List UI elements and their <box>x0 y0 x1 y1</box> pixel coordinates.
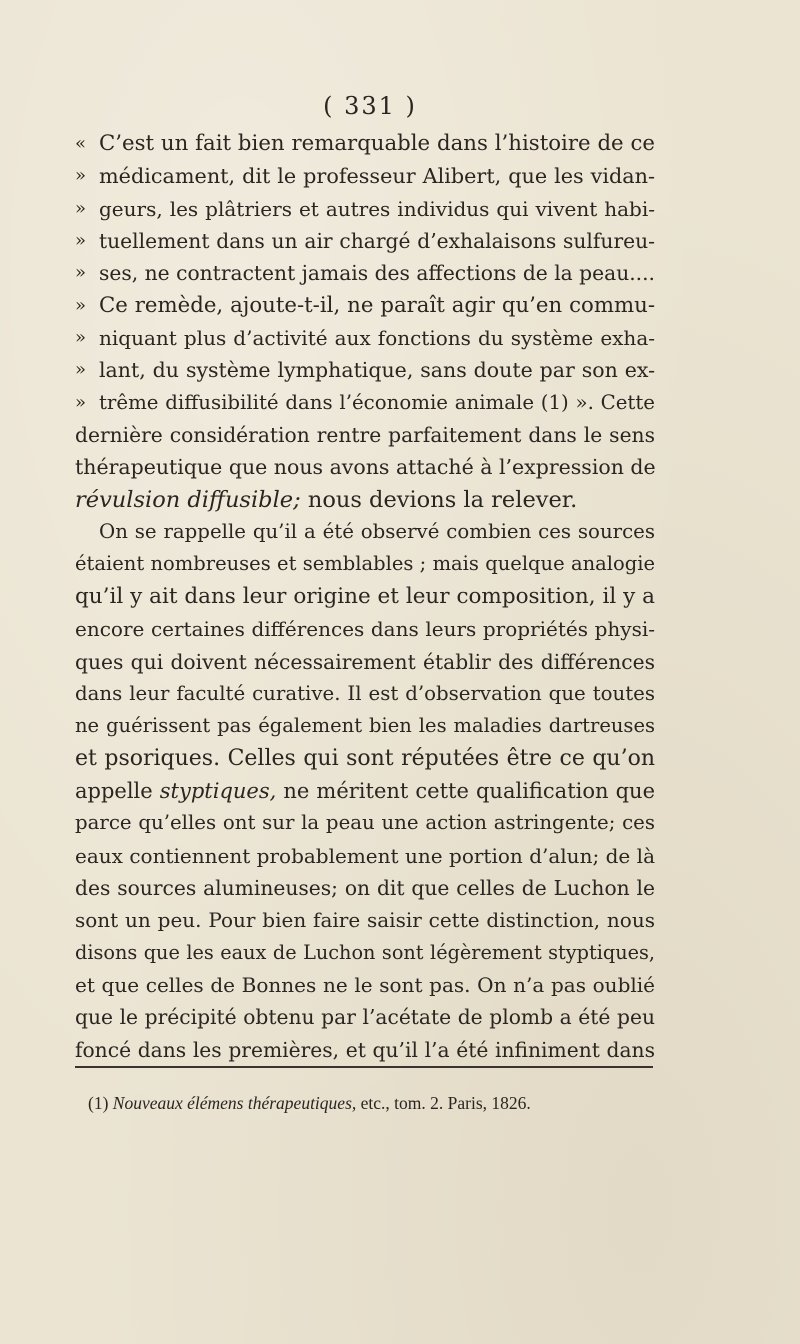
text-line <box>75 322 655 354</box>
line-text: dans leur faculté curative. Il est d’observation que toutes <box>75 681 655 705</box>
line-text: encore certaines différences dans leurs propriétés physi- <box>75 617 655 642</box>
text-line <box>75 613 655 645</box>
quote-mark: » <box>75 230 87 252</box>
quote-mark: « <box>75 133 87 154</box>
text-line <box>75 451 655 483</box>
text-line <box>75 581 655 613</box>
quote-mark: » <box>75 391 87 413</box>
line-text: médicament, dit le professeur Alibert, que les vidan- <box>99 164 655 189</box>
quote-mark: » <box>75 359 87 381</box>
text-line <box>75 290 655 322</box>
line-text: tuellement dans un air chargé d’exhalaisons sulfureu- <box>99 229 655 254</box>
text-line <box>75 969 655 1001</box>
text-line <box>75 1034 655 1066</box>
text-line <box>75 354 655 386</box>
quote-mark: » <box>75 294 87 316</box>
line-text: ses, ne contractent jamais des affections de la peau.... <box>99 261 655 286</box>
line-text: thérapeutique que nous avons attaché à l’expression de <box>75 455 656 480</box>
text-line <box>75 225 655 257</box>
line-text: qu’il y ait dans leur origine et leur composition, il y a <box>75 583 655 609</box>
text-line <box>75 1001 655 1033</box>
line-text: foncé dans les premières, et qu’il l’a été infiniment dans <box>75 1037 655 1062</box>
line-text: eaux contiennent probablement une portion d’alun; de là <box>75 843 655 868</box>
italic-term: révulsion diffusible; <box>75 486 301 513</box>
text-line <box>75 775 655 807</box>
line-text: sont un peu. Pour bien faire saisir cette distinction, nous <box>75 908 655 933</box>
line-text: que le précipité obtenu par l’acétate de plomb a été peu <box>75 1005 655 1030</box>
line-text: nous devions la relever. <box>300 486 578 513</box>
quote-mark: » <box>75 197 87 219</box>
text-line <box>75 646 655 678</box>
line-text: geurs, les plâtriers et autres individus qui vivent habi- <box>99 196 655 221</box>
line-text: dernière considération rentre parfaitement dans le sens <box>75 423 655 448</box>
text-line <box>75 840 655 872</box>
line-text: ne méritent cette qualification que <box>276 778 655 803</box>
text-line <box>75 128 655 160</box>
line-text: ques qui doivent nécessairement établir des différences <box>75 649 655 674</box>
line-text: disons que les eaux de Luchon sont légèrement styptiques, <box>75 940 655 964</box>
text-line <box>75 257 655 289</box>
line-text: trême diffusibilité dans l’économie animale (1) ». Cette <box>99 390 655 414</box>
text-line <box>75 710 655 742</box>
line-text: parce qu’elles ont sur la peau une action astringente; ces <box>75 811 655 835</box>
text-line <box>75 516 655 548</box>
line-text: Ce remède, ajoute-t-il, ne paraît agir qu’en commu- <box>99 292 655 318</box>
line-text: et psoriques. Celles qui sont réputées être ce qu’on <box>75 745 655 771</box>
text-line <box>75 937 655 969</box>
footnote-marker: (1) <box>88 1093 113 1113</box>
text-line <box>75 548 655 580</box>
text-line <box>75 484 655 516</box>
body-text <box>75 128 655 1066</box>
quote-mark: » <box>75 165 87 187</box>
text-line <box>75 904 655 936</box>
line-text: lant, du système lymphatique, sans doute par son ex- <box>99 358 655 383</box>
text-line <box>75 872 655 904</box>
footnote-reference: etc., tom. 2. Paris, 1826. <box>356 1093 531 1113</box>
line-text: et que celles de Bonnes ne le sont pas. On n’a pas oublié <box>75 972 655 997</box>
text-line <box>75 160 655 192</box>
text-line <box>75 807 655 839</box>
line-prefix: appelle <box>75 778 160 803</box>
text-line <box>75 419 655 451</box>
italic-term: styptiques, <box>159 778 277 803</box>
line-text: niquant plus d’activité aux fonctions du système exha- <box>99 326 655 351</box>
footnote-divider <box>75 1066 653 1068</box>
footnote <box>88 1093 531 1114</box>
text-line <box>75 387 655 419</box>
quote-mark: » <box>75 262 87 284</box>
text-line <box>75 743 655 775</box>
line-text: C’est un fait bien remarquable dans l’histoire de ce <box>99 131 655 156</box>
quote-mark: » <box>75 327 87 349</box>
line-text: ne guérissent pas également bien les maladies dartreuses <box>75 714 655 738</box>
page-number: ( 331 ) <box>323 92 417 120</box>
line-text: étaient nombreuses et semblables ; mais quelque analogie <box>75 552 655 576</box>
paragraph-start: On se rappelle qu’il a été observé combien ces sources <box>99 520 655 544</box>
footnote-title: Nouveaux élémens thérapeutiques, <box>112 1093 357 1113</box>
text-line <box>75 678 655 710</box>
text-line <box>75 193 655 225</box>
line-text: des sources alumineuses; on dit que celles de Luchon le <box>75 875 655 900</box>
